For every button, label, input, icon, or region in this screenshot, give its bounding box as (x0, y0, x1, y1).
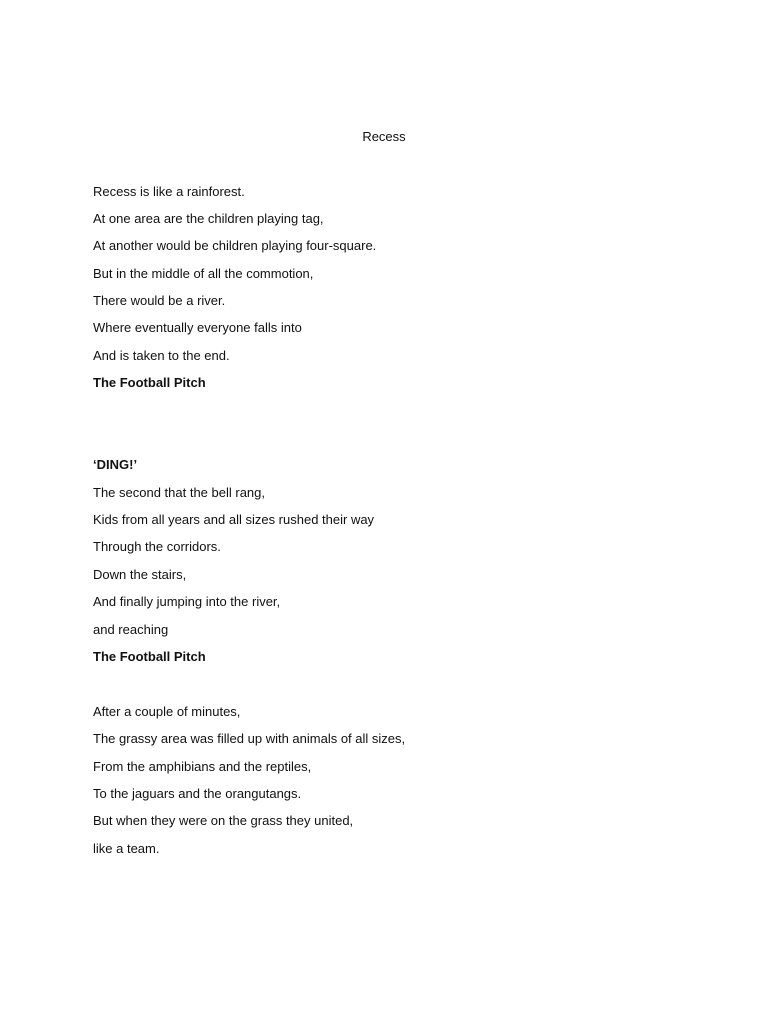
poem-line: and reaching (93, 622, 169, 637)
poem-line: The second that the bell rang, (93, 485, 266, 500)
exclamation-line: ‘DING!’ (93, 457, 138, 472)
poem-line: To the jaguars and the orangutangs. (93, 786, 302, 801)
poem-line: like a team. (93, 841, 160, 856)
section-heading: The Football Pitch (93, 375, 206, 390)
poem-line: And finally jumping into the river, (93, 594, 281, 609)
poem-line: But when they were on the grass they united, (93, 813, 354, 828)
poem-line: There would be a river. (93, 293, 226, 308)
poem-title: Recess (362, 129, 406, 144)
poem-line: Where eventually everyone falls into (93, 320, 302, 335)
poem-line: Through the corridors. (93, 539, 221, 554)
poem-line: The grassy area was filled up with animals of all sizes, (93, 731, 406, 746)
poem-line: Kids from all years and all sizes rushed their way (93, 512, 375, 527)
poem-line: But in the middle of all the commotion, (93, 266, 314, 281)
poem-line: From the amphibians and the reptiles, (93, 759, 312, 774)
poem-line: At one area are the children playing tag, (93, 211, 324, 226)
poem-line: After a couple of minutes, (93, 704, 241, 719)
section-heading: The Football Pitch (93, 649, 206, 664)
poem-line: And is taken to the end. (93, 348, 230, 363)
poem-line: Down the stairs, (93, 567, 187, 582)
poem-line: At another would be children playing four-square. (93, 238, 377, 253)
poem-line: Recess is like a rainforest. (93, 184, 245, 199)
